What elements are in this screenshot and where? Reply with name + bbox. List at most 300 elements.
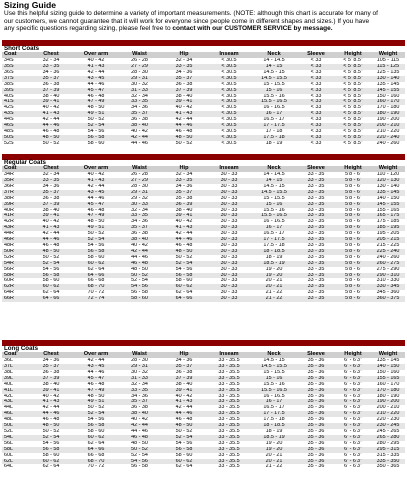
measurement-cell: 35 - 36 — [307, 393, 325, 399]
measurement-cell: 52 - 54 — [161, 435, 207, 441]
column-header: Hip — [161, 352, 207, 358]
measurement-cell: 64 - 66 — [161, 296, 207, 302]
measurement-cell: 33 - 35 — [297, 178, 335, 184]
measurement-cell: 48 - 50 — [131, 266, 148, 272]
measurement-cell: 33 - 35 — [118, 213, 161, 219]
measurement-cell: 36 - 38 — [42, 81, 60, 87]
measurement-cell: 42 - 44 — [175, 405, 193, 411]
measurement-cell: 31 - 33 — [118, 88, 161, 94]
coat-size-cell: 66R — [2, 296, 28, 302]
measurement-cell: 5'8 - 6' — [345, 195, 361, 201]
measurement-cell: 54 - 56 — [175, 440, 193, 446]
measurement-cell: 44 - 46 — [87, 81, 105, 87]
measurement-cell: 56 - 58 — [161, 447, 207, 453]
measurement-cell: 56 - 58 — [131, 290, 148, 296]
coat-size-cell: 62L — [2, 459, 28, 465]
column-header: Inseam — [207, 352, 251, 358]
measurement-cell: 42 - 44 — [87, 183, 105, 189]
measurement-cell: 260 - 275 — [371, 261, 405, 267]
measurement-cell: 44 - 46 — [161, 237, 207, 243]
measurement-cell: 33 - 35 — [307, 219, 325, 225]
measurement-cell: 32 - 34 — [42, 172, 60, 178]
measurement-cell: 230 - 245 — [371, 423, 405, 429]
measurement-cell: 35 - 36 — [307, 452, 325, 458]
column-header: Chest — [28, 352, 74, 358]
column-header: Coat — [2, 166, 28, 172]
measurement-cell: 50 - 52 — [87, 117, 105, 123]
measurement-cell: 58 - 60 — [118, 296, 161, 302]
measurement-cell: 36 - 38 — [42, 195, 60, 201]
measurement-cell: 18.5 - 19 — [251, 261, 297, 267]
column-header: Sleeve — [297, 166, 335, 172]
measurement-cell: 30 - 33 — [207, 225, 251, 231]
measurement-cell: 225 - 240 — [371, 249, 405, 255]
coat-size-cell: 39L — [2, 376, 28, 382]
measurement-cell: 43 - 45 — [74, 190, 118, 196]
measurement-cell: 40 - 42 — [42, 105, 60, 111]
measurement-cell: < 30.5 — [207, 99, 251, 105]
coat-size-cell: 62R — [2, 284, 28, 290]
measurement-cell: 210 - 220 — [371, 411, 405, 417]
coat-size-cell: 42L — [4, 393, 13, 399]
measurement-cell: 41 - 43 — [28, 225, 74, 231]
measurement-cell: 200 - 210 — [376, 405, 400, 411]
measurement-cell: 30 - 33 — [118, 202, 161, 208]
measurement-cell: 46 - 48 — [42, 128, 60, 134]
measurement-cell: 5'8 - 6' — [345, 290, 361, 296]
measurement-cell: 32 - 34 — [131, 93, 148, 99]
measurement-cell: 33 - 35.5 — [218, 452, 240, 458]
measurement-cell: 5'8 - 6' — [335, 296, 371, 302]
measurement-cell: < 5' 8.5" — [335, 64, 371, 70]
measurement-cell: 135 - 145 — [376, 81, 400, 87]
measurement-cell: < 5' 8.5" — [343, 105, 363, 111]
measurement-cell: < 30.5 — [221, 105, 237, 111]
measurement-cell: 6' - 6'3" — [335, 435, 371, 441]
measurement-cell: 30 - 33 — [207, 213, 251, 219]
measurement-cell: < 30.5 — [207, 76, 251, 82]
measurement-cell: 155 - 165 — [376, 207, 400, 213]
column-header: Weight — [371, 52, 405, 58]
measurement-cell: 33 - 35.5 — [218, 393, 240, 399]
coat-size-cell: 34S — [4, 58, 14, 64]
coat-size-cell: 54R — [2, 261, 28, 267]
coat-size-cell: 64L — [4, 464, 13, 470]
measurement-cell: 35 - 36 — [297, 447, 335, 453]
measurement-cell: 335 - 350 — [371, 459, 405, 465]
measurement-cell: 33 - 35 — [161, 64, 207, 70]
page-title: Sizing Guide — [4, 0, 57, 10]
measurement-cell: 50 - 52 — [175, 254, 193, 260]
measurement-cell: 54 - 56 — [87, 242, 105, 248]
measurement-cell: 36 - 39 — [161, 202, 207, 208]
measurement-cell: 17.5 - 18 — [251, 135, 297, 141]
column-header: Height — [335, 166, 371, 172]
measurement-cell: 64 - 66 — [28, 296, 74, 302]
measurement-cell: 40 - 42 — [175, 219, 193, 225]
measurement-cell: 17.5 - 18 — [263, 242, 285, 248]
measurement-cell: 16 - 17 — [251, 225, 297, 231]
measurement-cell: 35 - 37 — [161, 364, 207, 370]
measurement-cell: 72 - 74 — [74, 296, 118, 302]
measurement-cell: 14 - 14.5 — [263, 58, 285, 64]
measurement-cell: < 5' 8.5" — [343, 93, 363, 99]
coat-size-cell: 42S — [4, 105, 14, 111]
measurement-cell: 50 - 52 — [42, 140, 60, 146]
measurement-cell: 19 - 20 — [251, 273, 297, 279]
measurement-cell: < 30.5 — [207, 64, 251, 70]
coat-size-cell: 36L — [4, 358, 13, 364]
measurement-cell: 40 - 42 — [131, 242, 148, 248]
measurement-cell: 40 - 42 — [131, 128, 148, 134]
measurement-cell: < 33 — [297, 88, 335, 94]
measurement-cell: 38 - 40 — [118, 123, 161, 129]
measurement-cell: 32 - 34 — [175, 172, 193, 178]
measurement-cell: 44 - 46 — [87, 195, 105, 201]
measurement-cell: 170 - 180 — [371, 388, 405, 394]
measurement-cell: 360 - 375 — [371, 296, 405, 302]
measurement-cell: < 30.5 — [221, 69, 237, 75]
measurement-cell: 35 - 36 — [297, 388, 335, 394]
measurement-cell: 5'8 - 6' — [345, 183, 361, 189]
measurement-cell: 18 - 19 — [265, 254, 283, 260]
measurement-cell: < 5' 8.5" — [343, 117, 363, 123]
measurement-cell: < 5' 8.5" — [335, 88, 371, 94]
column-header: Hip — [161, 52, 207, 58]
measurement-cell: 6' - 6'3" — [335, 411, 371, 417]
coat-size-cell: 39S — [2, 88, 28, 94]
measurement-cell: 42 - 44 — [118, 135, 161, 141]
measurement-cell: < 33 — [310, 93, 322, 99]
measurement-cell: 60 - 62 — [161, 284, 207, 290]
measurement-cell: 5'8 - 6' — [335, 190, 371, 196]
measurement-cell: < 5' 8.5" — [343, 81, 363, 87]
coat-size-cell: 48L — [4, 417, 13, 423]
measurement-cell: < 33 — [297, 99, 335, 105]
measurement-cell: 46 - 48 — [87, 93, 105, 99]
measurement-cell: 39 - 41 — [161, 388, 207, 394]
measurement-cell: 30 - 33 — [207, 296, 251, 302]
measurement-cell: 33 - 35 — [307, 207, 325, 213]
section-short-coats — [2, 40, 405, 147]
measurement-cell: 45 - 47 — [74, 376, 118, 382]
measurement-cell: 52 - 54 — [161, 261, 207, 267]
measurement-cell: 35 - 36 — [297, 411, 335, 417]
measurement-cell: 190 - 200 — [376, 117, 400, 123]
measurement-cell: 54 - 56 — [118, 459, 161, 465]
measurement-cell: 39 - 41 — [28, 99, 74, 105]
column-header: Weight — [371, 166, 405, 172]
measurement-cell: 245 - 265 — [376, 428, 400, 434]
measurement-cell: 5'8 - 6' — [335, 249, 371, 255]
measurement-cell: 44 - 46 — [28, 123, 74, 129]
measurement-cell: 52 - 54 — [74, 123, 118, 129]
measurement-cell: 130 - 140 — [376, 183, 400, 189]
measurement-cell: 17.5 - 18 — [263, 417, 285, 423]
measurement-cell: 16 - 17 — [251, 399, 297, 405]
measurement-cell: 29 - 32 — [131, 195, 148, 201]
measurement-cell: 58 - 60 — [87, 254, 105, 260]
measurement-cell: 295 - 315 — [371, 447, 405, 453]
measurement-cell: 41 - 43 — [28, 111, 74, 117]
measurement-cell: 33 - 35 — [297, 296, 335, 302]
measurement-cell: 19 - 20 — [265, 266, 283, 272]
measurement-cell: 135 - 145 — [371, 190, 405, 196]
measurement-cell: 44 - 46 — [28, 411, 74, 417]
coat-size-cell: 40S — [4, 93, 14, 99]
measurement-cell: 38 - 40 — [42, 381, 60, 387]
measurement-cell: 33 - 35.5 — [207, 399, 251, 405]
measurement-cell: 14 - 14.5 — [263, 172, 285, 178]
measurement-cell: 180 - 190 — [371, 111, 405, 117]
measurement-cell: 50 - 52 — [87, 231, 105, 237]
measurement-cell: 5'8 - 6' — [335, 237, 371, 243]
measurement-cell: 33 - 35.5 — [218, 381, 240, 387]
section-long-coats — [2, 340, 405, 470]
measurement-cell: 44 - 46 — [131, 254, 148, 260]
measurement-cell: 35 - 36 — [307, 405, 325, 411]
measurement-cell: 46 - 48 — [87, 207, 105, 213]
measurement-cell: 33 - 35.5 — [218, 405, 240, 411]
measurement-cell: 41 - 43 — [74, 64, 118, 70]
measurement-cell: < 33 — [297, 64, 335, 70]
measurement-cell: 33 - 35 — [161, 178, 207, 184]
measurement-cell: 20 - 21 — [251, 284, 297, 290]
measurement-cell: 110 - 120 — [376, 172, 400, 178]
measurement-cell: 50 - 52 — [87, 405, 105, 411]
measurement-cell: 41 - 43 — [161, 225, 207, 231]
measurement-cell: 150 - 160 — [376, 93, 400, 99]
measurement-cell: 58 - 60 — [87, 140, 105, 146]
measurement-cell: 27 - 29 — [118, 178, 161, 184]
measurement-cell: 62 - 64 — [87, 266, 105, 272]
measurement-cell: 350 - 365 — [376, 464, 400, 470]
measurement-cell: 310 - 330 — [376, 278, 400, 284]
coat-size-cell: 35S — [2, 64, 28, 70]
measurement-cell: 18 - 19 — [265, 428, 283, 434]
measurement-cell: 48 - 50 — [131, 440, 148, 446]
coat-size-cell: 46S — [2, 123, 28, 129]
measurement-cell: 56 - 58 — [74, 423, 118, 429]
measurement-cell: 240 - 260 — [376, 254, 400, 260]
measurement-cell: 34 - 36 — [175, 69, 193, 75]
measurement-cell: 49 - 51 — [74, 399, 118, 405]
measurement-cell: 15 - 16 — [251, 376, 297, 382]
measurement-cell: 39 - 41 — [28, 213, 74, 219]
measurement-cell: 165 - 175 — [371, 213, 405, 219]
measurement-cell: 315 - 335 — [376, 452, 400, 458]
measurement-cell: 52 - 54 — [28, 435, 74, 441]
measurement-cell: 42 - 44 — [42, 405, 60, 411]
column-header: Inseam — [207, 52, 251, 58]
measurement-cell: 5'8 - 6' — [335, 178, 371, 184]
measurement-cell: 36 - 38 — [131, 405, 148, 411]
coat-size-cell: 44R — [4, 231, 14, 237]
measurement-cell: 145 - 155 — [371, 88, 405, 94]
measurement-cell: 36 - 38 — [131, 231, 148, 237]
measurement-cell: 46 - 48 — [42, 417, 60, 423]
measurement-cell: 6' - 6'3" — [344, 358, 362, 364]
column-header: Over arm — [74, 52, 118, 58]
size-table — [2, 352, 405, 470]
coat-size-cell: 43S — [2, 111, 28, 117]
measurement-cell: < 5' 8.5" — [335, 99, 371, 105]
measurement-cell: 21 - 22 — [265, 464, 283, 470]
customer-service-link[interactable]: contact with our CUSTOMER SERVICE by message. — [172, 25, 333, 33]
measurement-cell: 28 - 30 — [131, 69, 148, 75]
measurement-cell: 66 - 68 — [87, 452, 105, 458]
measurement-cell: 33 - 35 — [307, 254, 325, 260]
measurement-cell: 20 - 21 — [265, 452, 283, 458]
measurement-cell: 60 - 62 — [74, 435, 118, 441]
measurement-cell: 14.5 - 15 — [263, 69, 285, 75]
measurement-cell: 16 - 16.5 — [263, 105, 285, 111]
measurement-cell: 30 - 33 — [207, 178, 251, 184]
measurement-cell: 28 - 30 — [131, 358, 148, 364]
measurement-cell: 16.5 - 17 — [263, 117, 285, 123]
measurement-cell: 215 - 225 — [376, 242, 400, 248]
measurement-cell: 42 - 44 — [118, 423, 161, 429]
measurement-cell: 280 - 295 — [376, 440, 400, 446]
measurement-cell: 54 - 56 — [42, 440, 60, 446]
coat-size-cell: 38L — [4, 369, 13, 375]
measurement-cell: 32 - 34 — [42, 58, 60, 64]
measurement-cell: 5'8 - 6' — [335, 273, 371, 279]
measurement-cell: 30 - 33 — [207, 237, 251, 243]
measurement-cell: 125 - 135 — [376, 69, 400, 75]
measurement-cell: 42 - 44 — [87, 358, 105, 364]
measurement-cell: 33 - 35.5 — [218, 464, 240, 470]
measurement-cell: 37 - 39 — [28, 202, 74, 208]
measurement-cell: 290 - 310 — [371, 273, 405, 279]
measurement-cell: 40 - 42 — [42, 393, 60, 399]
measurement-cell: 33 - 35 — [307, 278, 325, 284]
coat-size-cell: 52L — [4, 428, 13, 434]
measurement-cell: 36 - 38 — [131, 117, 148, 123]
measurement-cell: < 5' 8.5" — [335, 135, 371, 141]
measurement-cell: 30 - 33 — [220, 254, 238, 260]
measurement-cell: 195 - 205 — [376, 231, 400, 237]
coat-size-cell: 41S — [2, 99, 28, 105]
coat-size-cell: 44S — [4, 117, 14, 123]
measurement-cell: 6' - 6'3" — [335, 364, 371, 370]
measurement-cell: 6' - 6'3" — [344, 452, 362, 458]
measurement-cell: 33 - 35 — [297, 249, 335, 255]
measurement-cell: 19 - 20 — [265, 440, 283, 446]
measurement-cell: 48 - 50 — [87, 105, 105, 111]
measurement-cell: 33 - 35 — [297, 261, 335, 267]
column-header: Coat — [2, 52, 28, 58]
column-header: Sleeve — [297, 352, 335, 358]
measurement-cell: 200 - 210 — [371, 123, 405, 129]
measurement-cell: 48 - 50 — [161, 135, 207, 141]
measurement-cell: 39 - 41 — [161, 99, 207, 105]
measurement-cell: < 5' 8.5" — [343, 58, 363, 64]
measurement-cell: 32 - 34 — [131, 207, 148, 213]
measurement-cell: 105 - 115 — [376, 58, 400, 64]
coat-size-cell: 43R — [2, 225, 28, 231]
measurement-cell: 30 - 33 — [220, 266, 238, 272]
measurement-cell: 47 - 49 — [74, 388, 118, 394]
coat-size-cell: 42R — [4, 219, 14, 225]
measurement-cell: 35 - 37 — [118, 399, 161, 405]
measurement-cell: 35 - 36 — [307, 381, 325, 387]
measurement-cell: 33 - 35 — [307, 183, 325, 189]
measurement-cell: 49 - 51 — [74, 111, 118, 117]
measurement-cell: 50 - 52 — [42, 428, 60, 434]
measurement-cell: 41 - 43 — [28, 399, 74, 405]
coat-size-cell: 46L — [2, 411, 28, 417]
measurement-cell: 6' - 6'3" — [344, 393, 362, 399]
measurement-cell: 16.5 - 17 — [263, 231, 285, 237]
measurement-cell: 34 - 36 — [42, 183, 60, 189]
column-header: Weight — [371, 352, 405, 358]
measurement-cell: 50 - 52 — [42, 254, 60, 260]
measurement-cell: 155 - 165 — [371, 376, 405, 382]
measurement-cell: < 33 — [297, 76, 335, 82]
measurement-cell: 6' - 6'3" — [344, 381, 362, 387]
measurement-cell: < 30.5 — [221, 81, 237, 87]
measurement-cell: 33 - 35.5 — [207, 411, 251, 417]
measurement-cell: 46 - 48 — [87, 381, 105, 387]
measurement-cell: 26 - 28 — [131, 172, 148, 178]
measurement-cell: 15.5 - 16.5 — [251, 99, 297, 105]
measurement-cell: 35 - 36 — [297, 364, 335, 370]
measurement-cell: 16 - 16.5 — [263, 393, 285, 399]
section-regular-coats — [2, 154, 405, 302]
measurement-cell: 47 - 49 — [74, 99, 118, 105]
measurement-cell: 35 - 37 — [28, 364, 74, 370]
coat-size-cell: 41L — [2, 388, 28, 394]
measurement-cell: 60 - 62 — [161, 459, 207, 465]
measurement-cell: 33 - 35 — [297, 202, 335, 208]
measurement-cell: 34 - 36 — [42, 358, 60, 364]
measurement-cell: 42 - 44 — [87, 69, 105, 75]
measurement-cell: < 33 — [310, 58, 322, 64]
coat-size-cell: 38R — [4, 195, 14, 201]
measurement-cell: < 33 — [297, 135, 335, 141]
size-table — [2, 166, 405, 302]
measurement-cell: 48 - 50 — [28, 249, 74, 255]
measurement-cell: 5'8 - 6' — [335, 202, 371, 208]
column-header: Height — [335, 352, 371, 358]
measurement-cell: 140 - 150 — [371, 364, 405, 370]
measurement-cell: 15 - 15.5 — [263, 369, 285, 375]
measurement-cell: 205 - 215 — [371, 237, 405, 243]
measurement-cell: 6' - 6'3" — [344, 369, 362, 375]
measurement-cell: 37 - 39 — [161, 376, 207, 382]
coat-size-cell: 46R — [2, 237, 28, 243]
measurement-cell: 52 - 54 — [74, 237, 118, 243]
measurement-cell: 41 - 43 — [161, 111, 207, 117]
measurement-cell: 35 - 36 — [307, 369, 325, 375]
measurement-cell: 35 - 37 — [161, 76, 207, 82]
measurement-cell: 52 - 54 — [28, 261, 74, 267]
measurement-cell: 5'8 - 6' — [345, 242, 361, 248]
measurement-cell: 345 - 360 — [376, 290, 400, 296]
column-header: Chest — [28, 52, 74, 58]
measurement-cell: < 5' 8.5" — [335, 123, 371, 129]
column-header: Inseam — [207, 166, 251, 172]
coat-size-cell: 52R — [4, 254, 14, 260]
section-title: Long Coats — [4, 344, 39, 352]
column-header: Hip — [161, 166, 207, 172]
measurement-cell: 6' - 6'3" — [344, 405, 362, 411]
measurement-cell: < 30.5 — [221, 140, 237, 146]
measurement-cell: 30 - 33 — [207, 261, 251, 267]
measurement-cell: 38 - 40 — [42, 207, 60, 213]
measurement-cell: 48 - 50 — [161, 249, 207, 255]
